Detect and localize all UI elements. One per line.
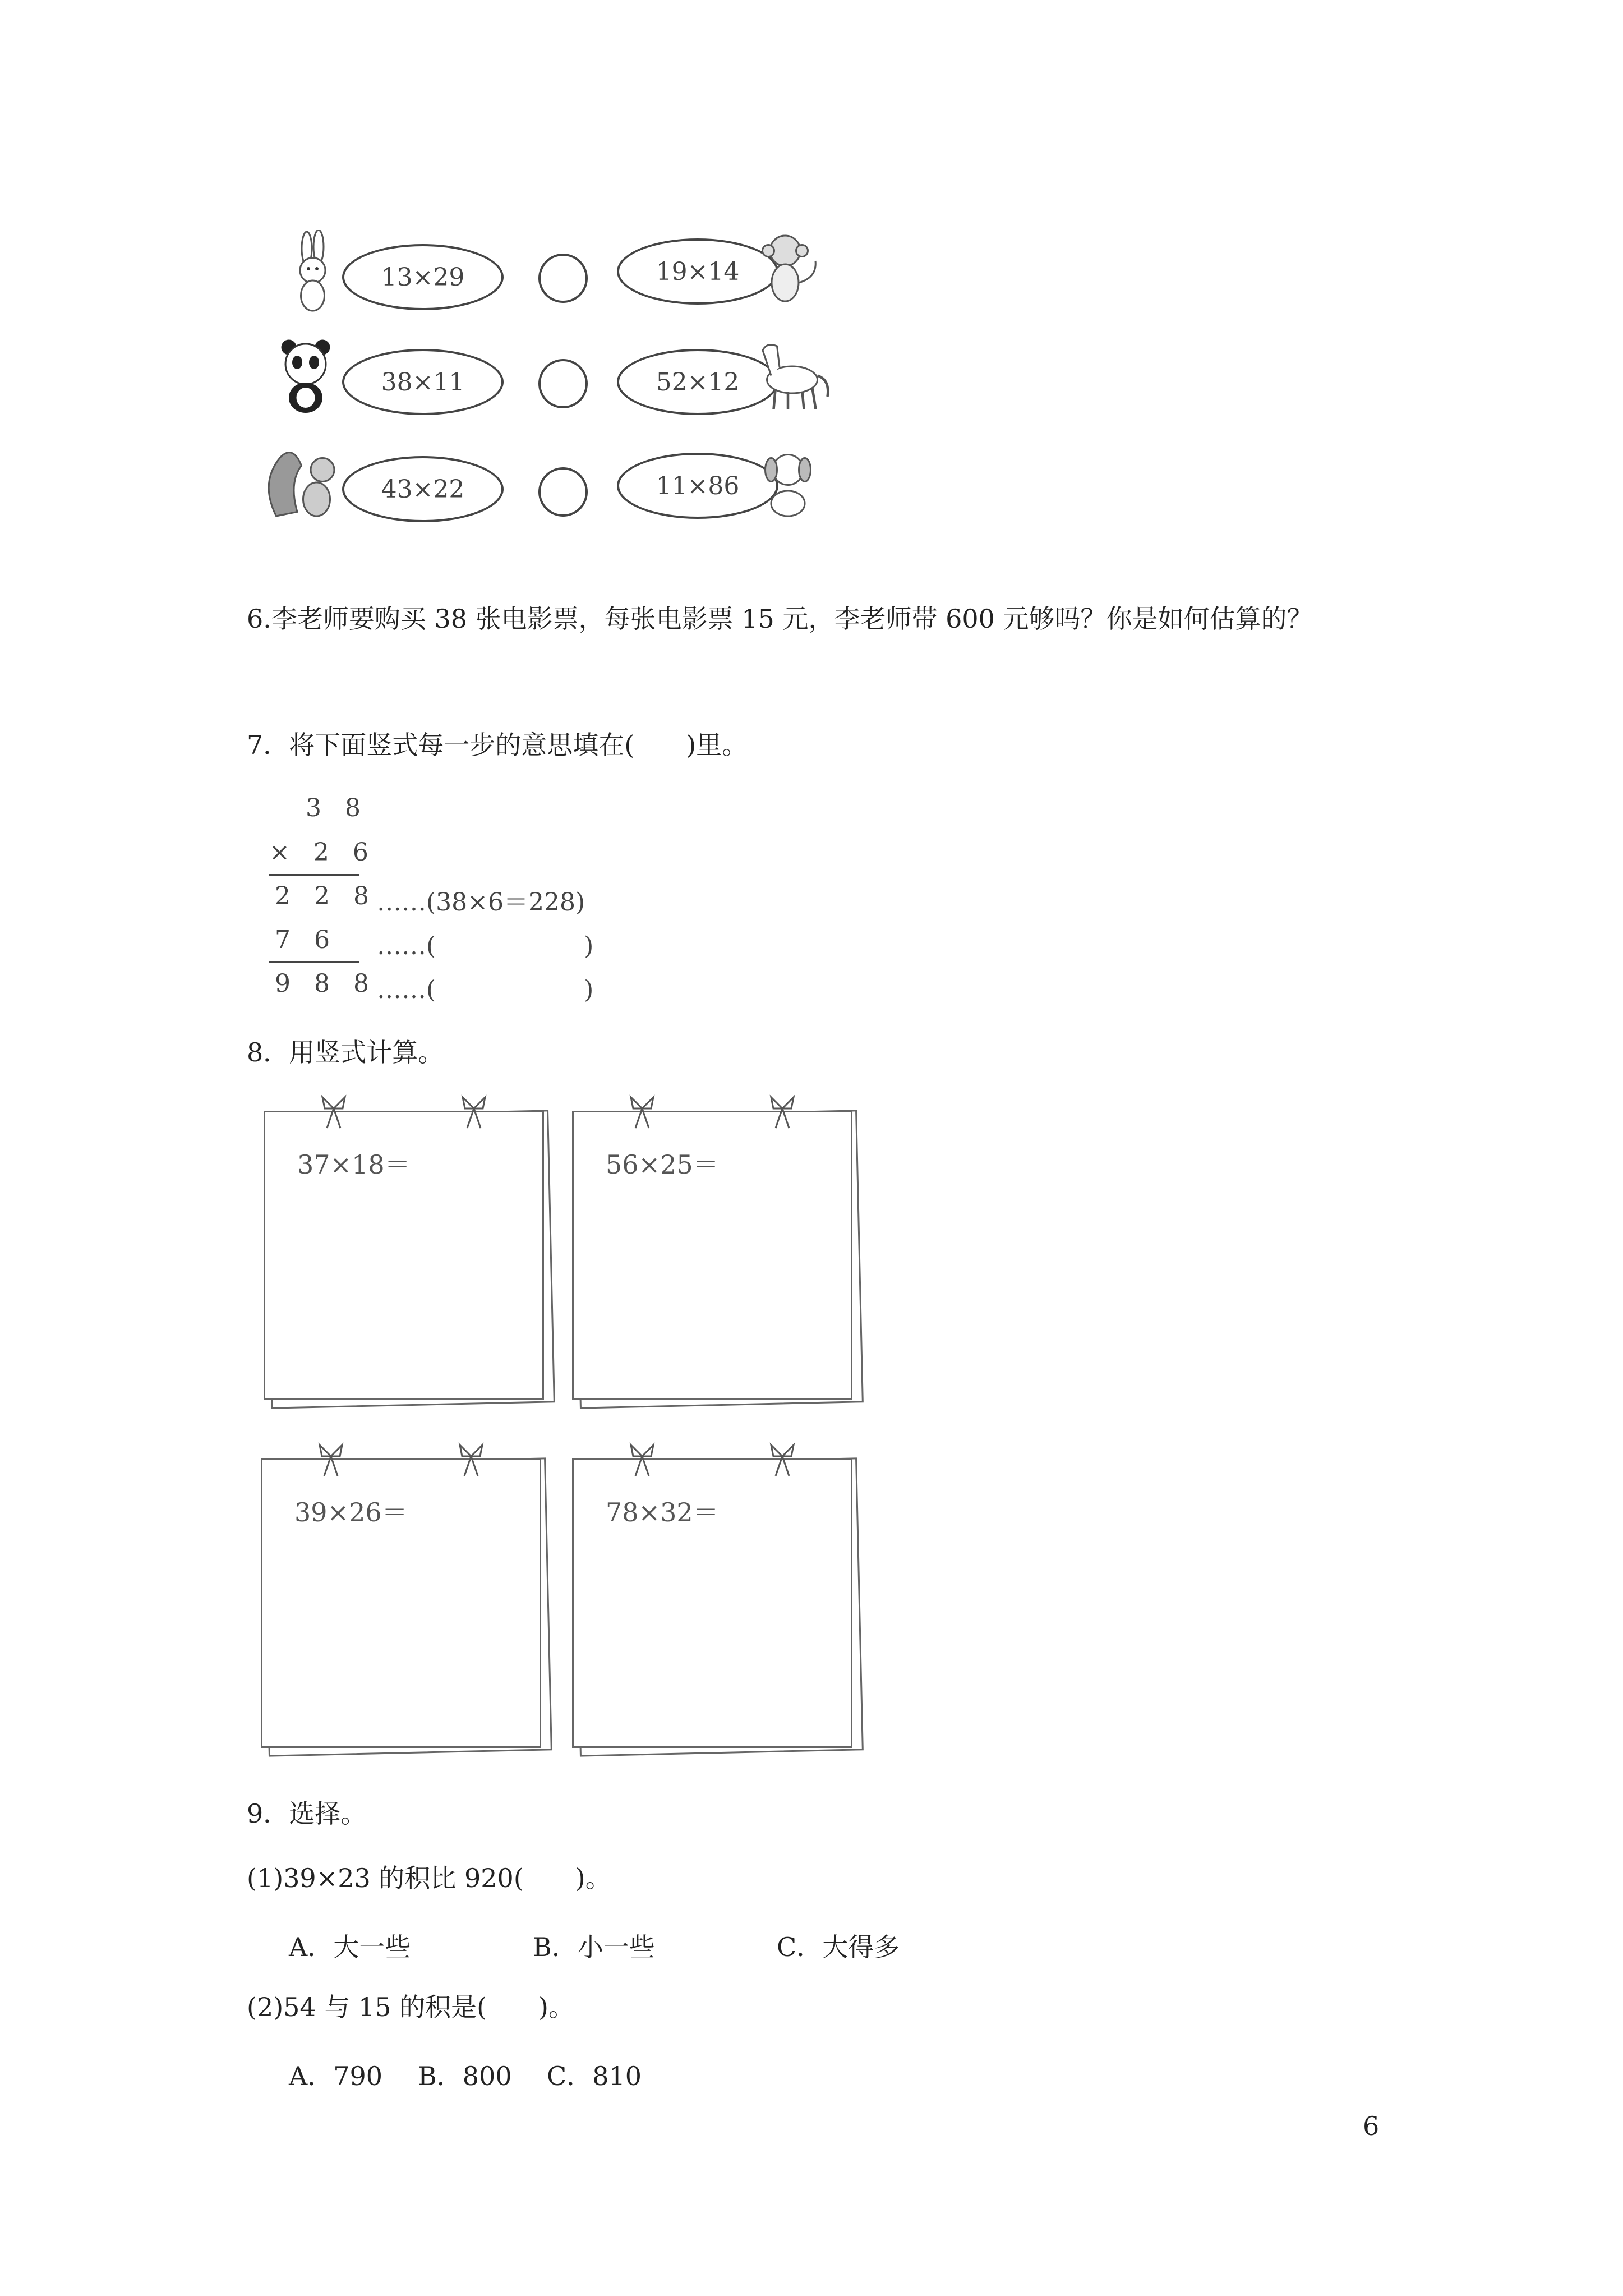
product: 9 8 8 bbox=[275, 969, 377, 998]
squirrel-icon bbox=[258, 440, 353, 524]
question-7: 7．将下面竖式每一步的意思填在( )里。 bbox=[247, 730, 748, 760]
expression-right: 52×12 bbox=[617, 349, 778, 415]
bow-icon bbox=[625, 1439, 659, 1479]
card-expression: 39×26＝ bbox=[294, 1497, 408, 1527]
page-number: 6 bbox=[1363, 2111, 1380, 2141]
horse-icon bbox=[740, 329, 836, 413]
calc-card[interactable] bbox=[572, 1105, 858, 1408]
bow-icon bbox=[625, 1092, 659, 1131]
card-expression: 37×18＝ bbox=[297, 1149, 411, 1180]
bow-icon bbox=[766, 1092, 799, 1131]
expression-right: 11×86 bbox=[617, 453, 778, 519]
calc-card[interactable] bbox=[261, 1453, 547, 1756]
monkey-icon bbox=[743, 227, 827, 311]
question-9: 9．选择。 bbox=[247, 1798, 367, 1829]
compare-row bbox=[247, 230, 830, 323]
bow-icon bbox=[457, 1092, 491, 1131]
compare-row bbox=[247, 332, 830, 425]
step-note-1: ……(38×6＝228) bbox=[377, 888, 585, 917]
option-b[interactable]: B．小一些 bbox=[533, 1932, 655, 1962]
compare-circle[interactable] bbox=[538, 359, 588, 408]
partial-product-1: 2 2 8 bbox=[275, 882, 377, 910]
option-c[interactable]: C．大得多 bbox=[777, 1932, 900, 1962]
calc-card[interactable] bbox=[572, 1453, 858, 1756]
calc-line bbox=[269, 874, 359, 876]
question-9-2: (2)54 与 15 的积是( )。 bbox=[247, 1992, 574, 2022]
option-c[interactable]: C．810 bbox=[547, 2061, 642, 2091]
card-expression: 56×25＝ bbox=[606, 1149, 719, 1180]
compare-circle[interactable] bbox=[538, 467, 588, 517]
bow-icon bbox=[317, 1092, 351, 1131]
option-b[interactable]: B．800 bbox=[418, 2061, 512, 2091]
calc-line bbox=[269, 961, 359, 963]
option-a[interactable]: A．大一些 bbox=[289, 1932, 411, 1962]
compare-circle[interactable] bbox=[538, 254, 588, 303]
panda-icon bbox=[264, 332, 348, 416]
question-8: 8．用竖式计算。 bbox=[247, 1037, 444, 1068]
expression-left: 38×11 bbox=[342, 349, 504, 415]
expression-left: 43×22 bbox=[342, 456, 504, 522]
option-a[interactable]: A．790 bbox=[289, 2061, 383, 2091]
expression-right: 19×14 bbox=[617, 238, 778, 305]
expression-left: 13×29 bbox=[342, 244, 504, 310]
card-expression: 78×32＝ bbox=[606, 1497, 719, 1527]
bow-icon bbox=[314, 1439, 348, 1479]
question-9-1: (1)39×23 的积比 920( )。 bbox=[247, 1863, 611, 1893]
bow-icon bbox=[454, 1439, 488, 1479]
step-note-3[interactable]: ……( ) bbox=[377, 976, 594, 1004]
compare-row bbox=[247, 440, 830, 533]
bow-icon bbox=[766, 1439, 799, 1479]
step-note-2[interactable]: ……( ) bbox=[377, 932, 594, 960]
partial-product-2: 7 6 bbox=[275, 926, 338, 954]
dog-icon bbox=[746, 440, 830, 524]
multiplicand: 3 8 bbox=[306, 794, 368, 822]
question-6: 6.李老师要购买 38 张电影票，每张电影票 15 元，李老师带 600 元够吗？你是如何估算的？ bbox=[247, 604, 1313, 634]
calc-card[interactable] bbox=[264, 1105, 550, 1408]
multiplier: × 2 6 bbox=[269, 838, 376, 867]
